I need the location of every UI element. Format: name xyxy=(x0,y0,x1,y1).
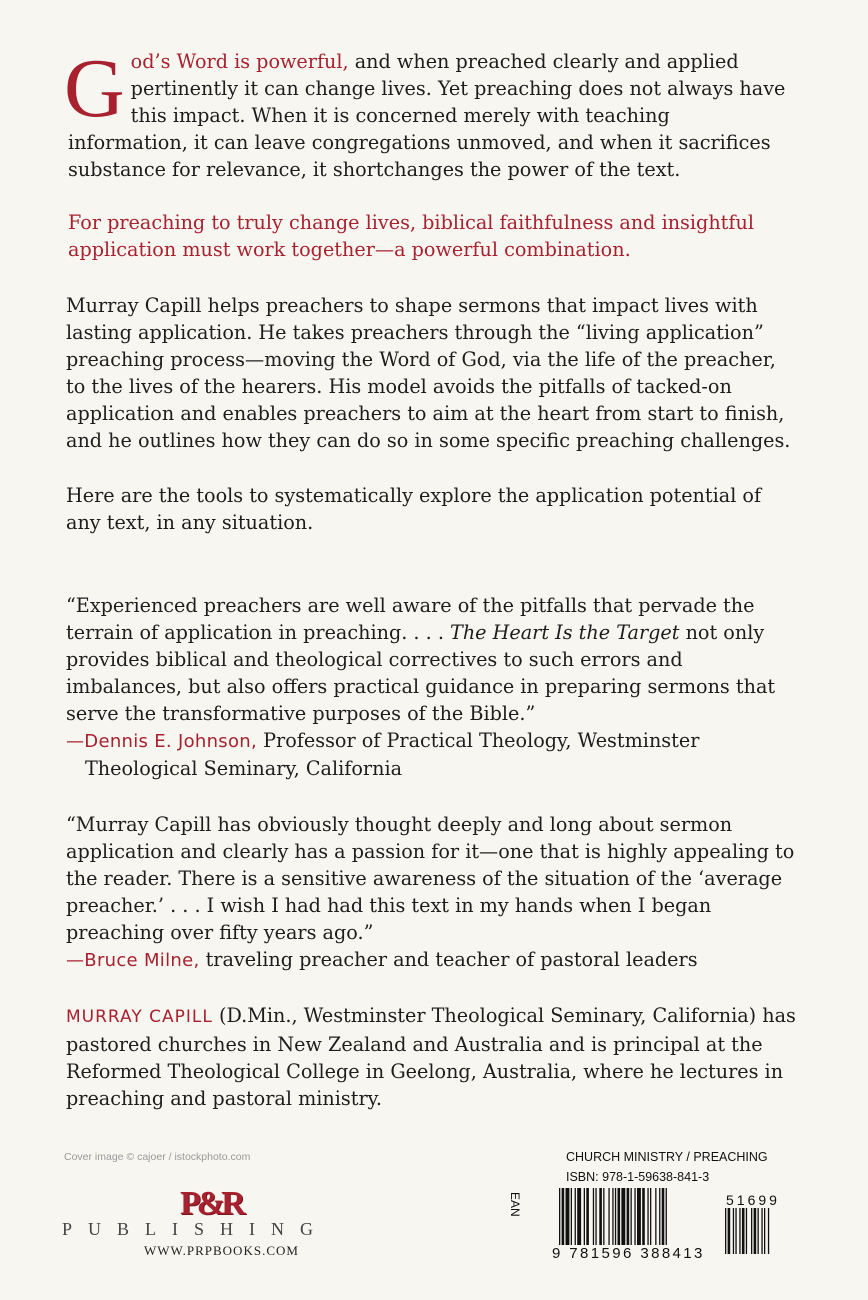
barcode-bar xyxy=(575,1188,576,1246)
barcode-bar xyxy=(655,1188,656,1246)
barcode-bar xyxy=(733,1208,734,1254)
barcode-bar xyxy=(746,1208,747,1254)
endorsement-quote: “Murray Capill has obviously thought deeply and long about sermon application and clearly has a passion for it—one that is highly appealing to the reader. There is a sensitive awareness of the situation of the ‘average preacher.’ . . . I wish I had had this text in my hands when I began preaching over fifty years ago.” xyxy=(66,813,795,944)
barcode-bar xyxy=(642,1188,645,1246)
drop-cap: G xyxy=(64,42,125,135)
barcode-bar xyxy=(735,1208,736,1254)
author-name: MURRAY CAPILL xyxy=(66,1007,213,1027)
ean-label: EAN xyxy=(508,1192,522,1217)
isbn-label: ISBN: 978-1-59638-841-3 xyxy=(566,1170,710,1184)
publisher-url: WWW.PRPBOOKS.COM xyxy=(144,1243,299,1258)
barcode-digits: 9 781596 388413 xyxy=(552,1245,705,1262)
publisher-mark: P&R xyxy=(180,1185,242,1222)
barcode-bar xyxy=(627,1188,630,1246)
endorsement-attribution xyxy=(66,727,796,782)
intro-highlight: od’s Word is powerful, xyxy=(130,50,349,73)
barcode-bar xyxy=(586,1188,589,1246)
endorser-name: —Bruce Milne, xyxy=(66,950,200,971)
endorsement-milne xyxy=(66,811,796,974)
barcode-bar xyxy=(647,1188,648,1246)
book-title: The Heart Is the Target xyxy=(450,621,680,644)
publisher-wordmark: PUBLISHING xyxy=(62,1219,330,1239)
author-bio xyxy=(66,1002,796,1112)
barcode-bar xyxy=(768,1208,769,1254)
barcode-bar xyxy=(739,1208,740,1254)
barcode-bar xyxy=(742,1208,745,1254)
barcode-bar xyxy=(603,1188,604,1246)
price-code: 51699 xyxy=(726,1192,780,1208)
lead-statement: For preaching to truly change lives, biblical faithfulness and insightful application must work together—a powerful combination. xyxy=(68,211,754,261)
endorsement-attribution xyxy=(66,946,796,974)
barcode-bar xyxy=(584,1188,585,1246)
author-bio-text: (D.Min., Westminster Theological Seminary, California) has pastored churches in New Zealand and Australia and is principal at the Reformed Theological College in Geelong, Australia, where he lectures in preaching and pastoral ministry. xyxy=(66,1004,796,1110)
endorser-role: Professor of Practical Theology, Westminster Theological Seminary, California xyxy=(85,729,700,780)
barcode-bar xyxy=(621,1188,625,1246)
category-label: CHURCH MINISTRY / PREACHING xyxy=(566,1150,768,1164)
barcode-bar xyxy=(571,1188,572,1246)
barcode-bar xyxy=(725,1208,726,1254)
intro-paragraph xyxy=(64,42,788,183)
barcode-bar xyxy=(618,1188,621,1246)
barcode-bar xyxy=(728,1208,731,1254)
endorser-role: traveling preacher and teacher of pastoral leaders xyxy=(199,948,698,971)
barcode-bar xyxy=(761,1208,762,1254)
barcode-bar xyxy=(593,1188,594,1246)
barcode-bar xyxy=(758,1208,759,1254)
cover-credit: Cover image © cajoer / istockphoto.com xyxy=(64,1151,251,1163)
endorsement-quote: “Experienced preachers are well aware of the pitfalls that pervade the terrain of application in preaching. . . . The Heart Is the Target not only provides biblical and theological correctives to such errors and imbalances, but also offers practical guidance in preparing sermons that serve the transformative purposes of the Bible.” xyxy=(66,594,776,725)
barcode-bar xyxy=(659,1188,660,1246)
barcode-bar xyxy=(566,1188,570,1246)
barcode-bar xyxy=(637,1188,641,1246)
description-paragraph: Murray Capill helps preachers to shape sermons that impact lives with lasting application. He takes preachers through the “living application” preaching process—moving the Word of God, via the life of the preacher, to the lives of the hearers. His model avoids the pitfalls of tacked-on application and enables preachers to aim at the heart from start to finish, and he outlines how they can do so in some specific preaching challenges. xyxy=(66,294,791,452)
endorser-name: —Dennis E. Johnson, xyxy=(66,731,258,752)
barcode-bar xyxy=(612,1188,613,1246)
barcode-bar xyxy=(634,1188,635,1246)
publisher-logo xyxy=(62,1185,392,1263)
barcode-bar xyxy=(599,1188,602,1246)
barcode-bar xyxy=(615,1188,616,1246)
barcode-bar xyxy=(754,1208,757,1254)
barcode-bar xyxy=(595,1188,596,1246)
barcode-bar xyxy=(751,1208,752,1254)
barcode-bar xyxy=(577,1188,581,1246)
barcode-bar xyxy=(608,1188,609,1246)
barcode-bar xyxy=(631,1188,632,1246)
barcode-bar xyxy=(650,1188,651,1246)
barcode-bar xyxy=(764,1208,765,1254)
price-barcode-bars xyxy=(725,1208,769,1254)
tools-paragraph: Here are the tools to systematically explore the application potential of any text, in any situation. xyxy=(66,484,762,534)
endorsement-johnson xyxy=(66,592,796,782)
intro-text: and when preached clearly and applied pertinently it can change lives. Yet preaching does not always have this impact. When it is concerned merely with teaching information, it can leave congregations unmoved, and when it sacrifices substance for relevance, it shortchanges the power of the text. xyxy=(68,50,786,181)
